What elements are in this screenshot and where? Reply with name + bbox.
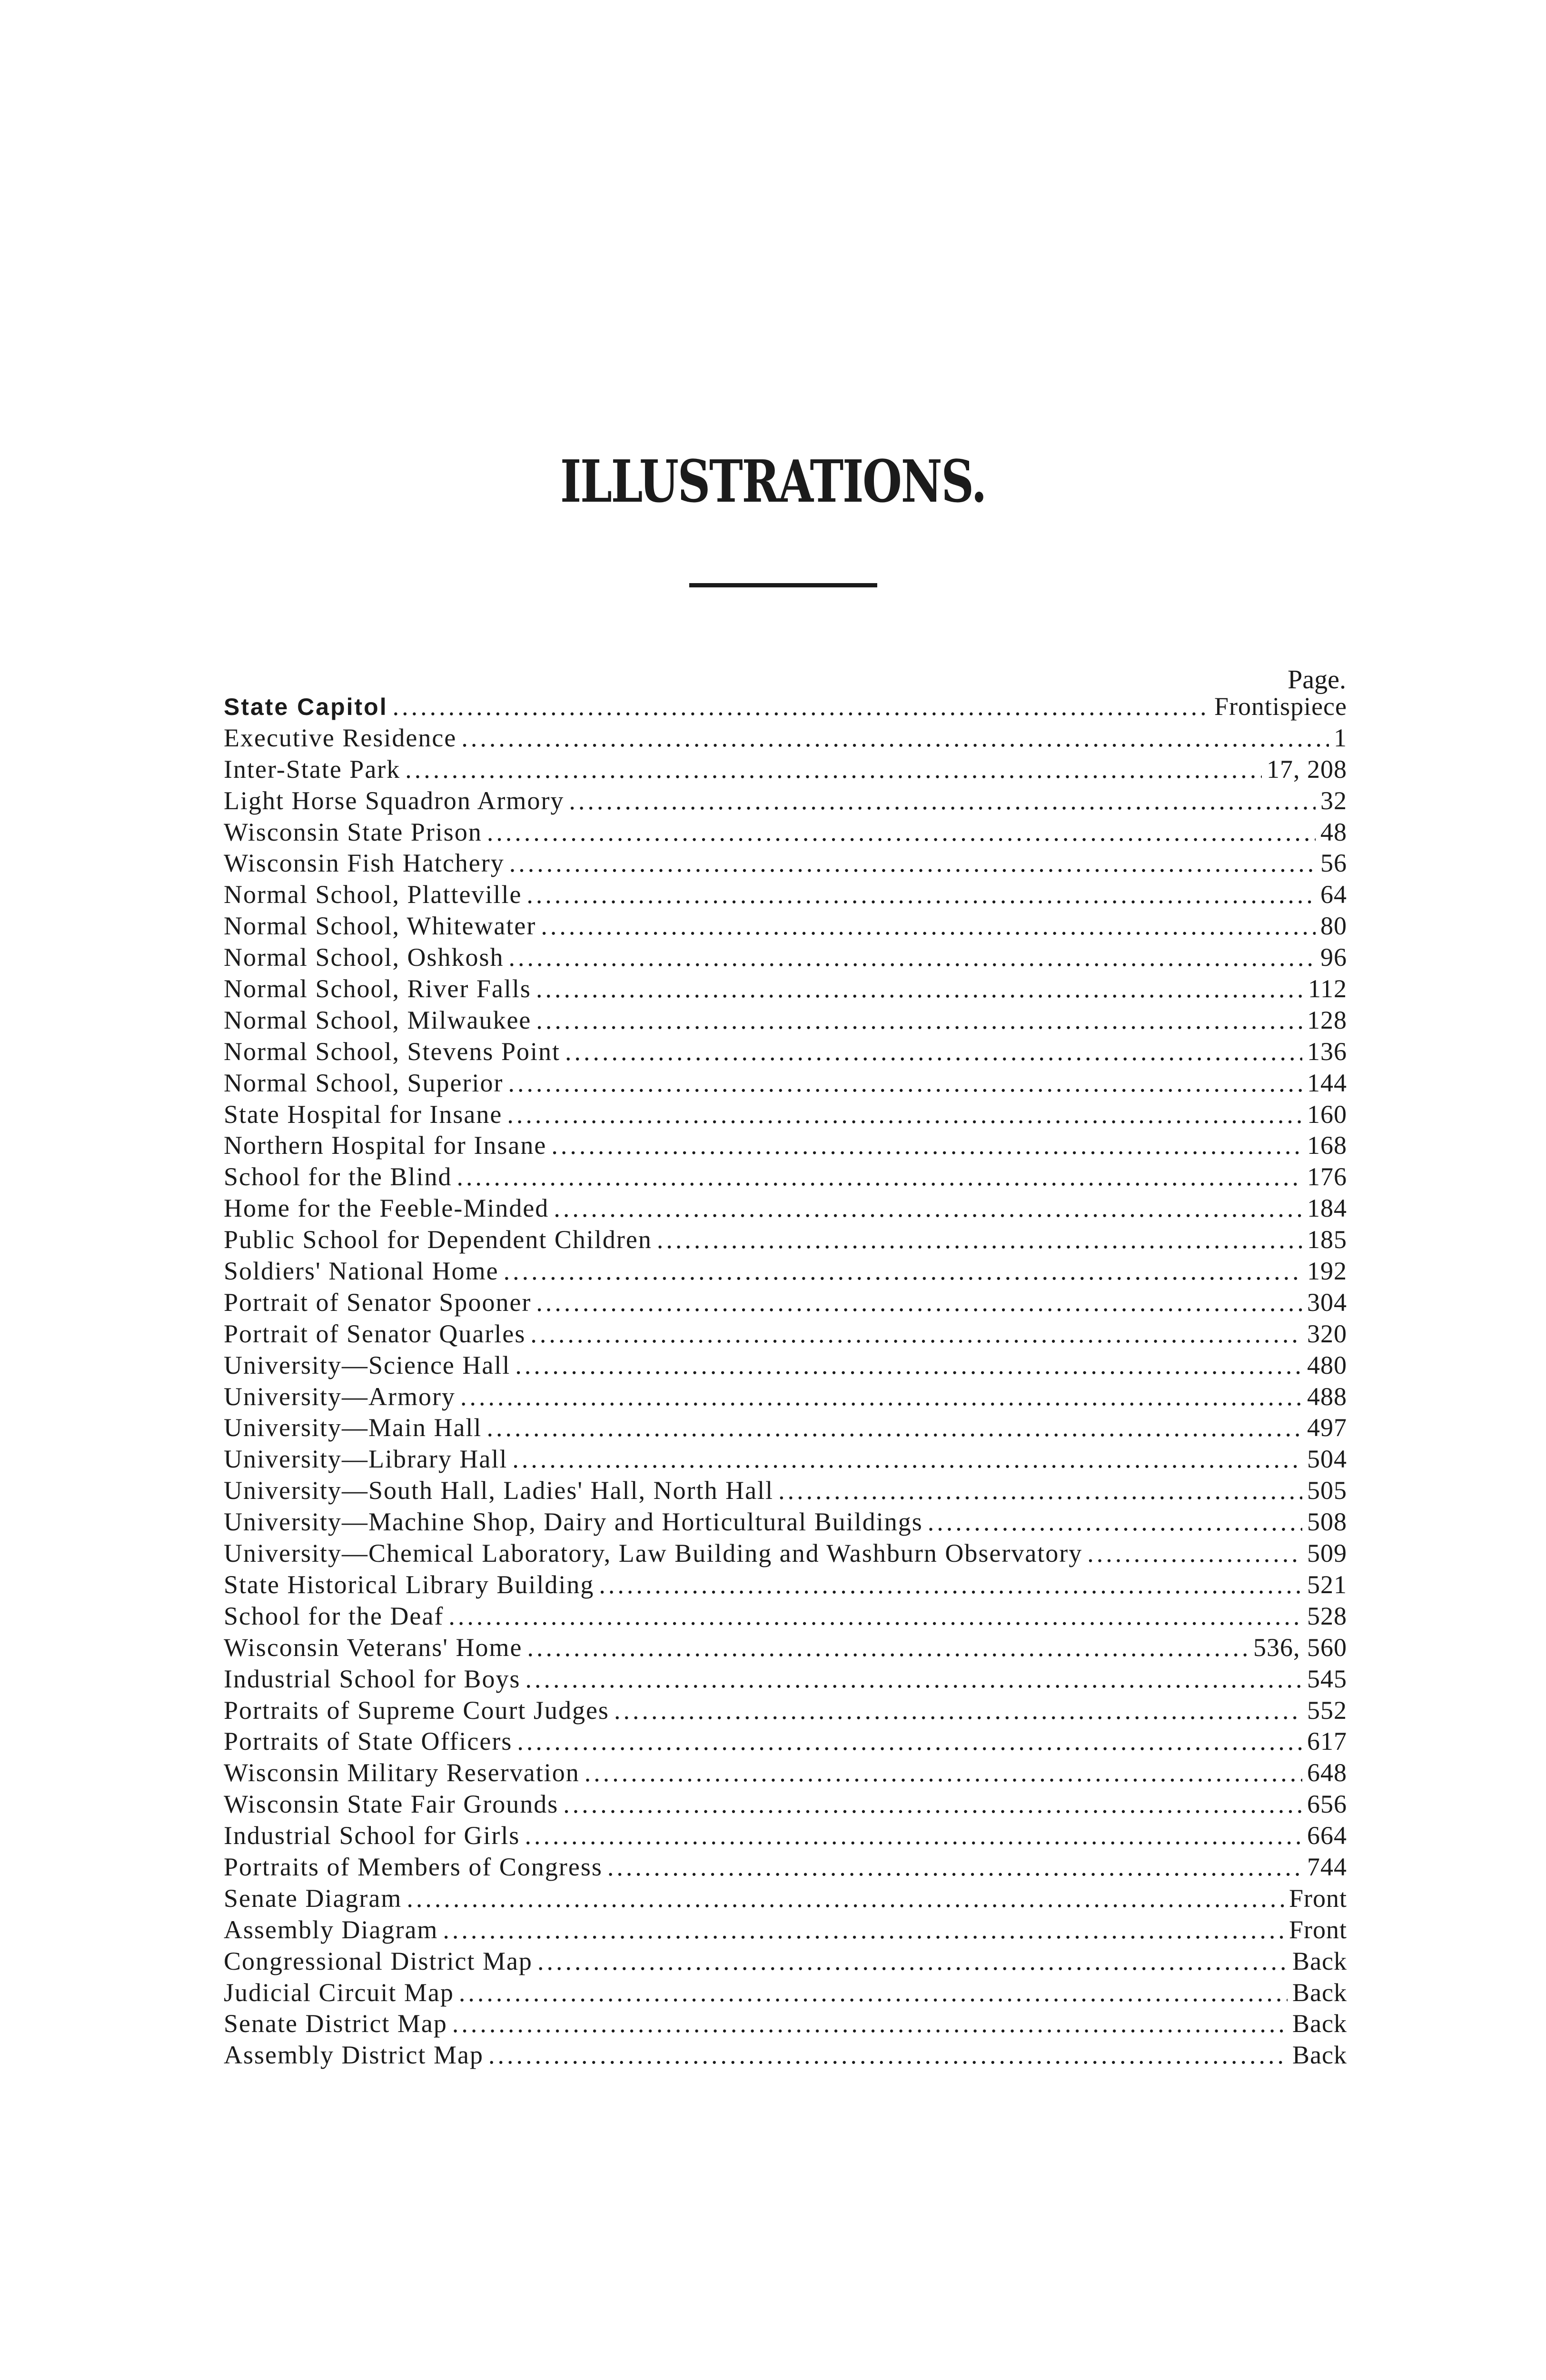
- dot-leader: [537, 1946, 1288, 1977]
- list-item: [224, 754, 1347, 785]
- entry-page: 480: [1307, 1350, 1347, 1379]
- dot-leader: [599, 1569, 1302, 1601]
- entry-page: 545: [1307, 1664, 1347, 1693]
- entry-title: University—South Hall, Ladies' Hall, North Hall: [224, 1476, 774, 1505]
- entry-page: 664: [1307, 1821, 1347, 1850]
- list-item: [224, 1538, 1347, 1569]
- list-item: [224, 1381, 1347, 1413]
- entry-title: Portraits of Members of Congress: [224, 1852, 603, 1881]
- list-item: [224, 723, 1347, 754]
- entry-title: State Hospital for Insane: [224, 1100, 503, 1129]
- list-item: [224, 1068, 1347, 1099]
- list-item: [224, 1695, 1347, 1726]
- entry-page: Front: [1288, 1884, 1347, 1913]
- entry-title: University—Armory: [224, 1382, 456, 1411]
- entry-title: Wisconsin Fish Hatchery: [224, 849, 505, 878]
- list-item: [224, 942, 1347, 973]
- dot-leader: [536, 973, 1303, 1005]
- entry-page: 17, 208: [1267, 754, 1347, 783]
- entry-title: Home for the Feeble-Minded: [224, 1194, 549, 1223]
- entry-title: Light Horse Squadron Armory: [224, 786, 565, 815]
- list-item: [224, 1005, 1347, 1036]
- entry-page: 304: [1307, 1288, 1347, 1317]
- entry-title: Wisconsin Military Reservation: [224, 1758, 580, 1787]
- dot-leader: [515, 1350, 1302, 1381]
- dot-leader: [569, 785, 1316, 817]
- entry-page: Back: [1292, 2041, 1347, 2070]
- dot-leader: [778, 1475, 1302, 1507]
- entry-title: Normal School, Milwaukee: [224, 1005, 532, 1034]
- entry-title: Industrial School for Boys: [224, 1664, 521, 1693]
- entry-page: 497: [1307, 1413, 1347, 1442]
- dot-leader: [536, 1005, 1302, 1036]
- entry-title: University—Chemical Laboratory, Law Building and Washburn Observatory: [224, 1539, 1083, 1568]
- entry-page: 192: [1307, 1257, 1347, 1286]
- list-item: [224, 1130, 1347, 1161]
- list-item: [224, 1161, 1347, 1193]
- entry-title: Public School for Dependent Children: [224, 1225, 652, 1254]
- list-item: [224, 1099, 1347, 1130]
- list-item: [224, 1036, 1347, 1068]
- entry-page: 505: [1307, 1476, 1347, 1505]
- dot-leader: [507, 1099, 1302, 1130]
- dot-leader: [536, 1287, 1302, 1319]
- entry-page: 144: [1307, 1068, 1347, 1097]
- dot-leader: [460, 1381, 1302, 1413]
- entry-title: Senate District Map: [224, 2009, 447, 2038]
- dot-leader: [488, 2040, 1288, 2071]
- list-item: [224, 817, 1347, 848]
- dot-leader: [448, 1601, 1302, 1632]
- entry-title: Normal School, Platteville: [224, 880, 522, 909]
- entry-title: Judicial Circuit Map: [224, 1978, 454, 2007]
- entry-page: 80: [1320, 912, 1347, 941]
- entry-page: Back: [1292, 1946, 1347, 1975]
- dot-leader: [1087, 1538, 1302, 1569]
- entry-title: Assembly Diagram: [224, 1915, 438, 1944]
- list-item: [224, 1319, 1347, 1350]
- list-item: [224, 911, 1347, 942]
- entry-title: Portraits of Supreme Court Judges: [224, 1696, 609, 1725]
- dot-leader: [452, 2008, 1288, 2040]
- list-item: [224, 848, 1347, 879]
- entry-title: Congressional District Map: [224, 1946, 533, 1975]
- entry-page: 552: [1307, 1696, 1347, 1725]
- entry-title: School for the Blind: [224, 1162, 452, 1191]
- entry-title: University—Library Hall: [224, 1445, 508, 1474]
- list-item: [224, 1757, 1347, 1789]
- entry-page: 176: [1307, 1162, 1347, 1191]
- dot-leader: [456, 1161, 1302, 1193]
- list-item: [224, 973, 1347, 1005]
- entry-title: Northern Hospital for Insane: [224, 1131, 547, 1160]
- list-item: [224, 1789, 1347, 1820]
- dot-leader: [928, 1507, 1302, 1538]
- entry-page: 160: [1307, 1100, 1347, 1129]
- entry-page: 96: [1320, 943, 1347, 972]
- entry-page: 617: [1307, 1727, 1347, 1756]
- entry-title: Industrial School for Girls: [224, 1821, 520, 1850]
- dot-leader: [512, 1444, 1302, 1475]
- dot-leader: [459, 1977, 1288, 2009]
- dot-leader: [585, 1757, 1302, 1789]
- entry-page: Back: [1292, 2009, 1347, 2038]
- entry-page: 508: [1307, 1507, 1347, 1537]
- dot-leader: [614, 1695, 1302, 1726]
- dot-leader: [565, 1036, 1302, 1068]
- entry-page: 185: [1307, 1225, 1347, 1254]
- dot-leader: [487, 817, 1316, 848]
- entry-page: 184: [1307, 1194, 1347, 1223]
- dot-leader: [517, 1726, 1302, 1757]
- entry-page: 656: [1307, 1790, 1347, 1819]
- list-item: [224, 1664, 1347, 1695]
- entry-title: Normal School, Stevens Point: [224, 1037, 560, 1066]
- dot-leader: [406, 1883, 1284, 1914]
- dot-leader: [393, 691, 1209, 723]
- entry-page: 168: [1307, 1131, 1347, 1160]
- entry-page: 320: [1307, 1319, 1347, 1348]
- list-item: [224, 1224, 1347, 1256]
- entry-title: Soldiers' National Home: [224, 1257, 499, 1286]
- list-item: [224, 1193, 1347, 1224]
- dot-leader: [563, 1789, 1302, 1820]
- entry-page: Frontispiece: [1214, 692, 1347, 721]
- entry-page: 536, 560: [1253, 1633, 1347, 1662]
- entry-page: 648: [1307, 1758, 1347, 1787]
- entry-page: 521: [1307, 1570, 1347, 1599]
- entry-page: 128: [1307, 1005, 1347, 1034]
- dot-leader: [508, 1068, 1302, 1099]
- entry-title: School for the Deaf: [224, 1601, 444, 1630]
- list-item: [224, 1350, 1347, 1381]
- entry-title: Inter-State Park: [224, 754, 401, 783]
- entry-title: State Capitol: [224, 694, 388, 720]
- dot-leader: [527, 1632, 1249, 1664]
- illustrations-list: [224, 691, 1347, 2071]
- dot-leader: [530, 1319, 1302, 1350]
- list-item: [224, 1569, 1347, 1601]
- entry-title: State Historical Library Building: [224, 1570, 595, 1599]
- entry-page: 1: [1334, 723, 1347, 752]
- list-item: [224, 879, 1347, 911]
- entry-page: 48: [1320, 817, 1347, 846]
- entry-page: 528: [1307, 1601, 1347, 1630]
- entry-title: Wisconsin State Fair Grounds: [224, 1790, 559, 1819]
- dot-leader: [461, 723, 1329, 754]
- entry-title: Normal School, River Falls: [224, 974, 531, 1003]
- dot-leader: [526, 879, 1316, 911]
- list-item: [224, 1256, 1347, 1287]
- list-item: [224, 2040, 1347, 2071]
- list-item: [224, 1883, 1347, 1914]
- entry-title: Wisconsin State Prison: [224, 817, 482, 846]
- list-item: [224, 691, 1347, 723]
- list-item: [224, 1507, 1347, 1538]
- list-item: [224, 1632, 1347, 1664]
- list-item: [224, 1287, 1347, 1319]
- list-item: [224, 1444, 1347, 1475]
- list-item: [224, 1601, 1347, 1632]
- entry-page: 64: [1320, 880, 1347, 909]
- list-item: [224, 1946, 1347, 1977]
- page-column-label: Page.: [1288, 665, 1346, 694]
- list-item: [224, 1726, 1347, 1757]
- dot-leader: [525, 1820, 1302, 1852]
- entry-title: Normal School, Superior: [224, 1068, 504, 1097]
- dot-leader: [541, 911, 1316, 942]
- dot-leader: [443, 1914, 1284, 1946]
- entry-page: 56: [1320, 849, 1347, 878]
- title-rule: [689, 583, 877, 587]
- entry-page: Back: [1292, 1978, 1347, 2007]
- entry-title: Portrait of Senator Quarles: [224, 1319, 526, 1348]
- entry-title: University—Main Hall: [224, 1413, 482, 1442]
- list-item: [224, 1820, 1347, 1852]
- entry-title: Normal School, Whitewater: [224, 912, 536, 941]
- dot-leader: [657, 1224, 1302, 1256]
- list-item: [224, 1412, 1347, 1444]
- dot-leader: [509, 848, 1316, 879]
- entry-title: Assembly District Map: [224, 2041, 484, 2070]
- dot-leader: [405, 754, 1262, 785]
- entry-page: 488: [1307, 1382, 1347, 1411]
- dot-leader: [607, 1852, 1302, 1883]
- list-item: [224, 1977, 1347, 2009]
- list-item: [224, 1852, 1347, 1883]
- entry-page: 32: [1320, 786, 1347, 815]
- list-item: [224, 1475, 1347, 1507]
- entry-title: University—Science Hall: [224, 1350, 511, 1379]
- entry-title: Wisconsin Veterans' Home: [224, 1633, 523, 1662]
- entry-page: 744: [1307, 1852, 1347, 1881]
- dot-leader: [508, 942, 1316, 973]
- entry-page: 136: [1307, 1037, 1347, 1066]
- entry-title: Portraits of State Officers: [224, 1727, 513, 1756]
- dot-leader: [486, 1412, 1302, 1444]
- list-item: [224, 2008, 1347, 2040]
- list-item: [224, 785, 1347, 817]
- dot-leader: [551, 1130, 1302, 1161]
- entry-title: University—Machine Shop, Dairy and Horticultural Buildings: [224, 1507, 923, 1537]
- entry-page: 509: [1307, 1539, 1347, 1568]
- entry-title: Executive Residence: [224, 723, 457, 752]
- entry-page: Front: [1288, 1915, 1347, 1944]
- page-title: ILLUSTRATIONS.: [560, 447, 986, 516]
- dot-leader: [504, 1256, 1302, 1287]
- entry-page: 112: [1308, 974, 1347, 1003]
- list-item: [224, 1914, 1347, 1946]
- dot-leader: [554, 1193, 1302, 1224]
- entry-title: Portrait of Senator Spooner: [224, 1288, 532, 1317]
- dot-leader: [525, 1664, 1302, 1695]
- entry-title: Normal School, Oshkosh: [224, 943, 504, 972]
- entry-title: Senate Diagram: [224, 1884, 402, 1913]
- entry-page: 504: [1307, 1445, 1347, 1474]
